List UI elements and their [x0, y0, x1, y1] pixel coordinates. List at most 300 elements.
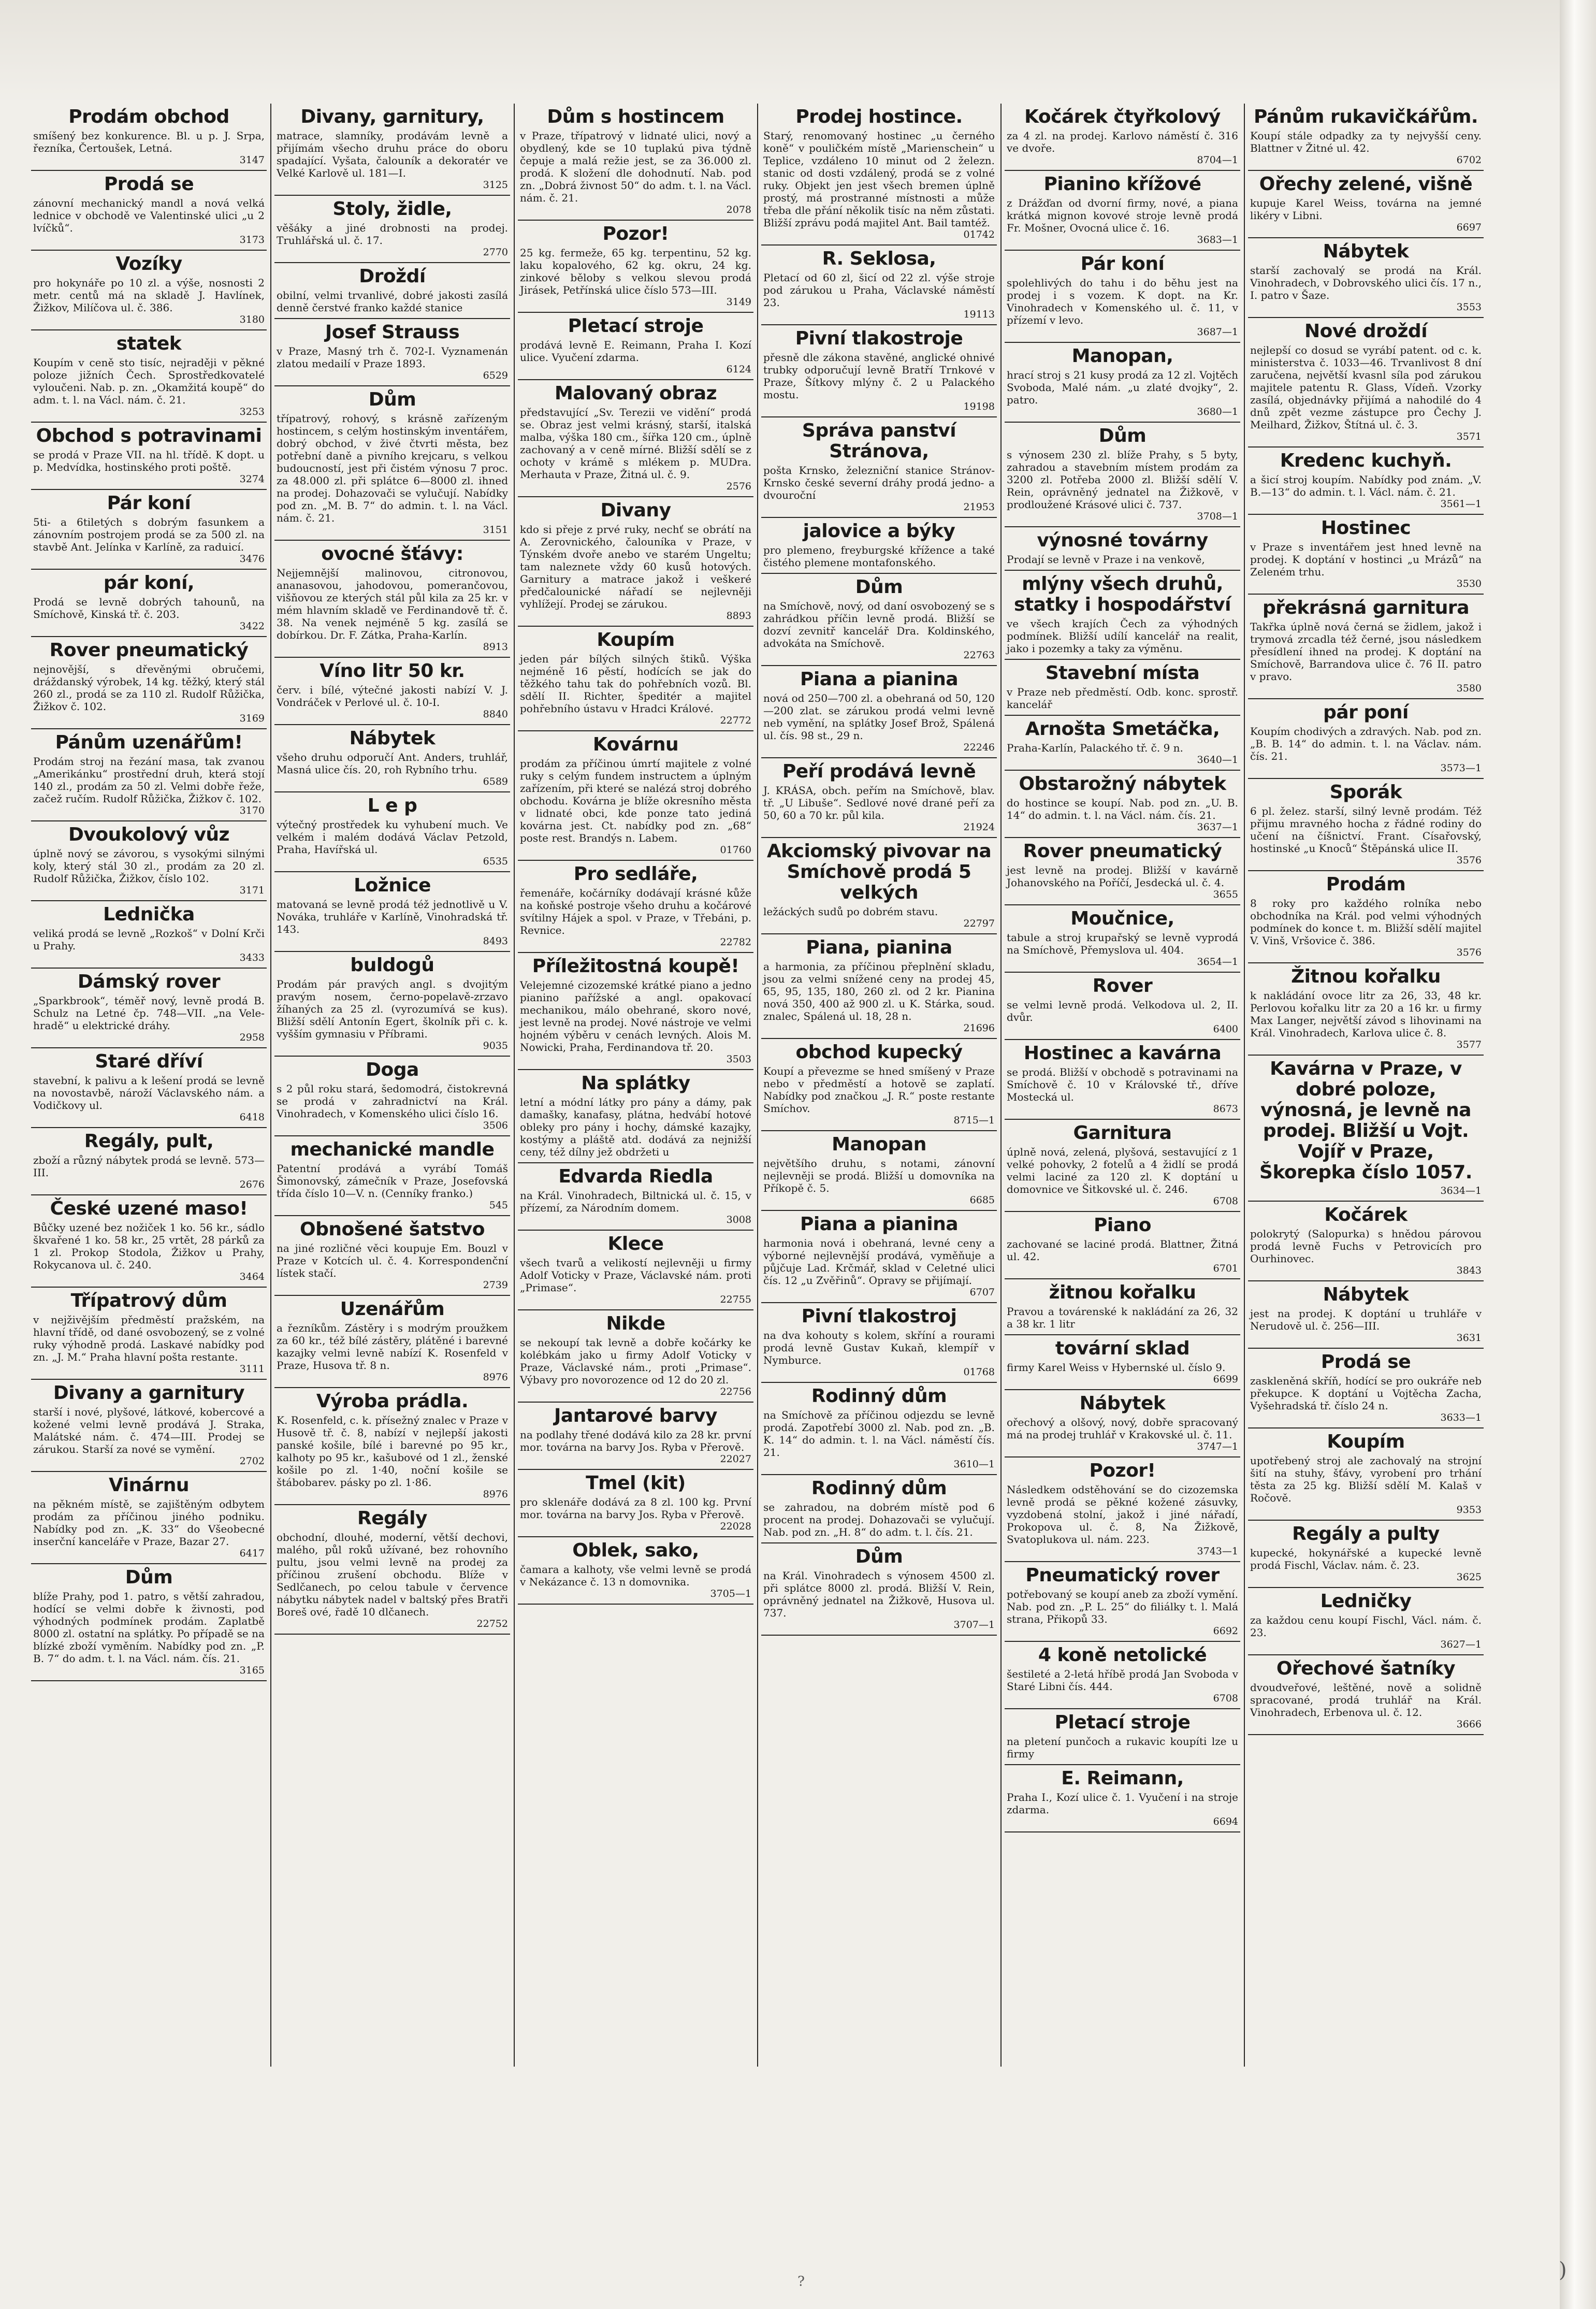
ad-code: 3577 [1456, 1039, 1482, 1050]
classified-ad [31, 901, 267, 969]
ad-text: všeho druhu odporučí Ant. Anders, truhlář, Masná ulice čís. 20, roh Rybního trhu. [277, 751, 508, 776]
ad-title: Rodinný dům [811, 1478, 947, 1499]
ad-title: L e p [367, 795, 417, 816]
classified-ad [1005, 104, 1240, 171]
ad-title: Pánům uzenářům! [55, 732, 243, 753]
ad-code: 2770 [483, 247, 508, 258]
ad-title: Obnošené šatstvo [300, 1219, 485, 1240]
classified-ad [761, 1383, 997, 1475]
ad-title: Regály [357, 1508, 427, 1529]
ad-text: 8 roky pro každého rolníka nebo obchodníka na Král. pod velmi výhodných podmínek do konce t. m. Bližší sdělí majitel V. Vinš, Vršovice č. 386. [1250, 897, 1482, 947]
ad-title: Kredenc kuchyň. [1280, 450, 1452, 471]
classified-ad [761, 325, 997, 417]
classified-ad [1005, 527, 1240, 571]
ad-title: Obstarožný nábytek [1019, 773, 1226, 795]
classified-ad [31, 1195, 267, 1288]
ad-title: 4 koně netolické [1038, 1644, 1207, 1666]
ad-text: harmonia nová i obehraná, levné ceny a výborné nejlevnější prodává, vyměňuje a půjčuje Lad. Krčmář, sklad v Celetné ulici čís. 12 „u Zvěřinů“. Opravy se přijímají. [763, 1237, 995, 1287]
ad-text: ležáckých sudů po dobrém stavu. [763, 905, 938, 918]
classified-ad [761, 1475, 997, 1543]
classified-ad [1005, 1765, 1240, 1832]
ad-code: 22756 [720, 1386, 751, 1397]
column-rule [270, 104, 271, 2067]
ad-text: blíže Prahy, pod 1. patro, s větší zahradou, hodící se velmi dobře k živnosti, pod výhodných podmínek prodám. Zaplatbě 8000 zl. ostatní na splátky. Po případě se na blízké zboží vyměním. Nabídky pod zn. „P. B. 7“ do adm. t. l. na Václ. nám. čís. 21. [33, 1590, 265, 1665]
ad-title: Klece [607, 1233, 664, 1254]
ad-text: v Praze, třípatrový v lidnaté ulici, nový a obydlený, kde se 10 tuplakú piva týdně čepuje a malá režie jest, se za 36.000 zl. prodá. K složení dle dohodnutí. Nab. pod zn. „Dobrá živnost 50“ do adm. t. l. na Václ. nám. č. 21. [520, 129, 751, 204]
ad-title: Hostinec a kavárna [1023, 1043, 1222, 1064]
ad-title: Dámský rover [77, 971, 221, 992]
ad-text: třípatrový, rohový, s krásně zařízeným hostincem, s celým hostinským inventářem, dobrý obchod, v živé čtvrti města, bez potřební daně a pivního krejcaru, s velkou budoucností, jest při čistém výnosu 7 proc. za 48.000 zl. při splátce 6—8000 zl. ihned na prodej. Dohazovači se vylučují. Nabídky pod zn. „M. B. 7“ do admin. t. l. na Václ. nám. č. 21. [277, 412, 508, 524]
classified-ad [1005, 171, 1240, 251]
ad-text: hrací stroj s 21 kusy prodá za 12 zl. Vojtěch Svoboda, Malé nám. „u zlaté dvojky“, 2. patro. [1007, 369, 1238, 406]
classified-ad [274, 1057, 510, 1136]
ad-title: Třípatrový dům [70, 1290, 227, 1311]
ad-code: 8673 [1213, 1103, 1238, 1115]
classified-ad [274, 319, 510, 386]
classified-ad [274, 541, 510, 658]
classified-ad [1005, 1212, 1240, 1279]
ad-text: jeden pár bílých silných štiků. Výška nejméně 16 pěstí, hodících se jak do těžkého tahu tak do pohřebních vozů. Bl. sdělí II. Richter, špeditér a majitel pohřebního ústavu v Hradci Králové. [520, 653, 751, 715]
ad-title: Kočárek [1324, 1204, 1408, 1225]
ad-text: 25 kg. fermeže, 65 kg. terpentinu, 52 kg. laku kopalového, 62 kg. okru, 24 kg. zinkové běloby s velkou slevou prodá Jirásek, Petřínská ulice číslo 573—III. [520, 247, 751, 296]
ad-title: Dům [125, 1567, 173, 1588]
ad-text: na pletení punčoch a rukavic koupíti lze u firmy [1007, 1735, 1238, 1760]
ad-text: upotřebený stroj ale zachovalý na strojní šití na stuhy, šťávy, vyrobení pro trhání těsta za 25 kg. Bližší sdělí M. Kalaš v Ročově. [1250, 1454, 1482, 1504]
ad-text: K. Rosenfeld, c. k. přísežný znalec v Praze v Husově tř. č. 8, nabízí v nejlepší jakosti panské košile, bílé i barevné po 95 kr., kalhoty po 95 kr., kašubové od 1 zl., ženské košile po zl. 1·40, noční košile se štábobarev. pásky po zl. 1·86. [277, 1414, 508, 1489]
ad-code: 3422 [239, 620, 265, 632]
ad-code: 3743—1 [1197, 1546, 1238, 1557]
ad-title: Víno litr 50 kr. [320, 660, 465, 682]
ad-title: Manopan [832, 1134, 926, 1155]
ad-text: úplně nový se závorou, s vysokými silnými koly, který stál 30 zl., prodám za 20 zl. Rudolf Růžička, Žižkov, číslo 102. [33, 847, 265, 885]
ad-code: 2739 [483, 1279, 508, 1291]
ad-title: Prodá se [1321, 1351, 1411, 1373]
ad-code: 6418 [239, 1112, 265, 1123]
classified-ad [1248, 1588, 1484, 1655]
classified-ad [518, 313, 753, 380]
ad-text: nejnovější, s dřevěnými obručemi, dráždanský výrobek, 14 kg. těžký, který stál 260 zl., prodá se za 110 zl. Rudolf Růžička, Žižkov č. 102. [33, 663, 265, 713]
ad-text: čamara a kalhoty, vše velmi levně se prodá v Nekázance č. 13 n domovnika. [520, 1563, 751, 1588]
ad-code: 6589 [483, 776, 508, 787]
ad-title: Nábytek [1323, 1284, 1409, 1305]
ad-text: pro plemeno, freyburgské křížence a také čistého plemene montafonského. [763, 544, 995, 569]
classified-ad [31, 1128, 267, 1195]
ad-code: 3625 [1456, 1571, 1482, 1583]
ad-code: 2078 [726, 204, 751, 215]
classified-ad [1005, 1120, 1240, 1212]
ad-code: 3165 [239, 1665, 265, 1676]
column-rule [757, 104, 758, 2067]
classified-ad [518, 1163, 753, 1231]
ad-code: 6417 [239, 1548, 265, 1559]
ad-title: Žitnou kořalku [1291, 966, 1441, 987]
ad-text: v Praze neb předměstí. Odb. konc. sprostř. kancelář [1007, 686, 1238, 711]
ad-code: 3476 [239, 553, 265, 565]
ad-title: Josef Strauss [325, 322, 460, 343]
column-6 [1248, 104, 1484, 2067]
ad-text: matovaná se levně prodá též jednotlivě u V. Nováka, truhláře v Karlíně, Vinohradská tř. 143. [277, 898, 508, 935]
classified-ad [31, 821, 267, 901]
classified-ad [1248, 171, 1484, 238]
ad-text: kupecké, hokynářské a kupecké levně prodá Fischl, Václav. nám. č. 23. [1250, 1547, 1482, 1571]
ad-text: Praha I., Kozí ulice č. 1. Vyučení i na stroje zdarma. [1007, 1791, 1238, 1816]
classified-ad [518, 731, 753, 861]
ad-title: Peří prodává levně [782, 761, 976, 782]
ad-text: na dva kohouty s kolem, skříní a rourami prodá levně Gustav Kukaň, klempíř v Nymburce. [763, 1329, 995, 1366]
ad-title: České uzené maso! [50, 1198, 248, 1219]
ad-code: 3274 [239, 473, 265, 485]
ad-text: zánovní mechanický mandl a nová velká lednice v obchodě ve Valentinské ulici „u 2 lvíčků“. [33, 197, 265, 234]
ad-code: 2702 [239, 1455, 265, 1467]
ad-code: 19198 [963, 401, 995, 412]
page-top-shade [0, 0, 1560, 104]
ad-text: stavební, k palivu a k lešení prodá se levně na novostavbě, nároží Václavského nám. a Vodičkovy ul. [33, 1074, 265, 1112]
classified-ad [761, 574, 997, 666]
ad-text: Následkem odstěhování se do cizozemska levně prodá se pěkné kožené zásuvky, vyzdobená stolní, jakož i jiné nářadí, Prokopova ul. č. 8, Na Žižkově, Svatoplukova ul. nám. 223. [1007, 1483, 1238, 1546]
ad-text: firmy Karel Weiss v Hybernské ul. číslo 9. [1007, 1361, 1226, 1374]
ad-title: Pivní tlakostroj [801, 1306, 957, 1327]
ad-title: mechanické mandle [290, 1139, 495, 1160]
ad-title: Sporák [1329, 782, 1402, 803]
classified-ad [1005, 716, 1240, 771]
classified-ad [31, 1288, 267, 1380]
ad-code: 3553 [1456, 301, 1482, 313]
column-1 [31, 104, 267, 2067]
ad-code: 8840 [483, 709, 508, 720]
classified-ad [518, 627, 753, 731]
ad-text: v Praze, Masný trh č. 702-I. Vyznamenán zlatou medailí v Praze 1893. [277, 345, 508, 370]
classified-ad [518, 1070, 753, 1163]
ad-text: zboží a různý nábytek prodá se levně. 573—III. [33, 1154, 265, 1179]
ad-text: Patentní prodává a vyrábí Tomáš Šimonovský, zámečník v Praze, Josefovská třída číslo 10—V. n. (Cenníky franko.) [277, 1162, 508, 1200]
ad-title: Výroba prádla. [316, 1391, 469, 1412]
ad-code: 6685 [969, 1194, 995, 1206]
classified-ad [1005, 1040, 1240, 1120]
ad-code: 6535 [483, 856, 508, 867]
ad-text: „Sparkbrook“, téměř nový, levně prodá B. Schulz na Letné čp. 748—VII. „na Vele-hradě“ u elektrické dráhy. [33, 994, 265, 1032]
classified-ad [1248, 448, 1484, 515]
ad-title: Pár koní [107, 493, 191, 514]
ad-title: buldogů [350, 955, 434, 976]
ad-text: a řezníkům. Zástěry i s modrým proužkem za 60 kr., též bílé zástěry, plátěné i barevné kazajky velmi levně nabízí K. Rosenfeld v Praze, Husova tř. 8 n. [277, 1322, 508, 1372]
classified-ad [1248, 1428, 1484, 1521]
ad-title: Rover pneumatický [49, 640, 249, 661]
ad-title: Nábytek [349, 728, 436, 749]
classified-ad [1005, 571, 1240, 660]
classified-ad [1248, 1349, 1484, 1428]
ad-text: smíšený bez konkurence. Bl. u p. J. Srpa, řezníka, Čertoušek, Letná. [33, 129, 265, 154]
ad-code: 3707—1 [953, 1619, 995, 1630]
classified-ad [761, 417, 997, 518]
classified-ad [1005, 251, 1240, 343]
ad-title: Kočárek čtyřkolový [1024, 106, 1221, 127]
classified-ad [1005, 838, 1240, 905]
ad-text: jest na prodej. K doptání u truhláře v Nerudově ul. č. 256—III. [1250, 1307, 1482, 1332]
classified-ad [518, 1470, 753, 1537]
ad-title: Rover [1092, 975, 1153, 997]
ad-title: Pletací stroje [568, 315, 704, 337]
classified-ad [31, 1380, 267, 1472]
ad-code: 8976 [483, 1489, 508, 1500]
ad-text: nejlepší co dosud se vyrábí patent. od c. k. ministerstva č. 1033—46. Trvanlivost 8 dní zaručena, největší kvasnl síla pod zárukou majitele patentu R. Glass, Vídeň. Vzorky zasílá, objednávky přijímá a nahodilé do 4 dnů zpět vezme zástupce pro Čechy J. Meilhard, Žižkov, Štítná ul. č. 3. [1250, 344, 1482, 431]
ad-text: do hostince se koupí. Nab. pod zn. „U. B. 14“ do admin. t. l. na Václ. nám. čís. 21. [1007, 797, 1238, 821]
ad-code: 6708 [1213, 1693, 1238, 1704]
classified-ad [274, 196, 510, 263]
ad-title: Divany a garnitury [53, 1382, 245, 1404]
classified-ad [1005, 1562, 1240, 1642]
ad-text: Koupí a převezme se hned smíšený v Praze nebo v předměstí a hotově se zaplatí. Nabídky pod značkou „J. R.“ poste restante Smíchov. [763, 1065, 995, 1115]
ad-title: tovární sklad [1055, 1338, 1190, 1359]
ad-title: Dvoukolový vůz [68, 824, 229, 845]
classified-ad [1248, 871, 1484, 963]
ad-title: Příležitostná koupě! [532, 956, 739, 977]
ad-title: Stoly, židle, [332, 198, 452, 220]
ad-text: obilní, velmi trvanlivé, dobré jakosti zasílá denně čerstvé franko každé stanice [277, 289, 508, 314]
ad-text: kdo si přeje z prvé ruky, nechť se obrátí na A. Zerovnického, čalouníka v Praze, v Týnském dvoře anebo ve starém Ungeltu; tam naleznete vždy 60 kusů hotových. Garnitury a matrace jakož i veškeré předčalounické nářadí se nejlevněji vyhlížejí. Prodej se zárukou. [520, 523, 751, 610]
ad-title: Pár koní [1080, 253, 1165, 275]
ad-title: Lednička [103, 904, 195, 925]
ad-text: s 2 půl roku stará, šedomodrá, čistokrevná se prodá v zahradnictví na Král. Vinohradech, v Komenského ulici číslo 16. [277, 1083, 508, 1120]
ad-code: 22772 [720, 715, 751, 726]
ad-title: Manopan, [1071, 345, 1173, 367]
column-5 [1005, 104, 1240, 2067]
ad-text: na Smíchově, nový, od daní osvobozený se s zahrádkou příčin levně prodá. Bližší se dozví zevnitř kancelář Dra. Koldinského, advokáta na Smíchově. [763, 600, 995, 650]
ad-code: 3171 [239, 885, 265, 896]
classified-ad [761, 518, 997, 574]
ad-code: 3634—1 [1440, 1185, 1482, 1196]
ad-text: na Král. Vinohradech s výnosem 4500 zl. při splátce 8000 zl. prodá. Bližší V. Rein, oprávněný jednatel na Žižkově, Husova ul. 737. [763, 1569, 995, 1619]
ad-title: pár poní [1323, 702, 1409, 723]
ad-title: Pozor! [1089, 1460, 1156, 1481]
ad-title: jalovice a býky [803, 521, 955, 542]
classified-ad [31, 969, 267, 1048]
ad-title: Prodám [1326, 874, 1406, 895]
classified-ad [1248, 699, 1484, 779]
classified-ad [518, 1231, 753, 1310]
ad-code: 22797 [963, 918, 995, 929]
ad-text: prodám za příčinou úmrtí majitele z volné ruky s celým fundem instructem a úplným zařízením, při které se nalézá stroj dobrého obchodu. Kovárna je blíže okresního města v lidnaté obci, kde ponze tato jediná kovárna jest. Ct. nabídky pod zn. „68“ poste rest. Brandýs n. Labem. [520, 757, 751, 844]
classified-ad [518, 104, 753, 221]
ad-text: Prodá se levně dobrých tahounů, na Smíchově, Kinská tř. č. 203. [33, 596, 265, 620]
classified-ad [1248, 963, 1484, 1056]
classified-ads-page [31, 104, 1481, 2067]
classified-ad [274, 1388, 510, 1505]
classified-ad [1248, 238, 1484, 318]
ad-code: 6701 [1213, 1263, 1238, 1274]
ad-text: Praha-Karlín, Palackého tř. č. 9 n. [1007, 742, 1183, 754]
ad-text: zaskleněná skříň, hodící se pro oukráře neb překupce. K doptání u Vojtěcha Zacha, Vyšehradská tř. číslo 24 n. [1250, 1375, 1482, 1412]
classified-ad [1005, 1335, 1240, 1390]
ad-title: žitnou kořalku [1049, 1282, 1196, 1303]
ad-title: Prodá se [104, 174, 194, 195]
classified-ad [761, 666, 997, 758]
classified-ad [1248, 595, 1484, 699]
ad-title: Regály a pulty [1292, 1523, 1440, 1545]
ad-code: 22752 [476, 1618, 508, 1629]
ad-code: 545 [489, 1200, 508, 1211]
classified-ad [518, 1537, 753, 1605]
ad-text: za 4 zl. na prodej. Karlovo náměstí č. 316 ve dvoře. [1007, 129, 1238, 154]
ad-text: v Praze s inventářem jest hned levně na prodej. K doptání v hostinci „u Mrázů“ na Zeleném trhu. [1250, 541, 1482, 578]
ad-text: přesně dle zákona stavěné, anglické ohnivé trubky odporučují levně Bratří Trnkové v Praze, Šítkovy mlýny č. 2 u Palackého mostu. [763, 351, 995, 401]
ad-text: Koupím chodivých a zdravých. Nab. pod zn. „B. B. 14“ do admin. t. l. na Václav. nám. čís. 21. [1250, 725, 1482, 762]
ad-title: Pletací stroje [1054, 1712, 1191, 1733]
classified-ad [761, 246, 997, 325]
ad-text: na pěkném místě, se zajištěným odbytem prodám za příčinou jiného podniku. Nabídky pod zn. „K. 33“ do Všeobecné inserční kanceláře v Praze, Bazar 27. [33, 1498, 265, 1548]
ad-code: 3640—1 [1197, 754, 1238, 766]
ad-title: Dům [855, 576, 903, 598]
classified-ad [1005, 1279, 1240, 1335]
classified-ad [274, 792, 510, 872]
classified-ad [1005, 1709, 1240, 1765]
ad-title: Moučnice, [1070, 908, 1174, 929]
ad-title: Akciomský pivovar na Smíchově prodá 5 velkých [766, 841, 992, 903]
ad-text: potřebovaný se koupí aneb za zboží vymění. Nab. pod zn. „P. L. 25“ do filiálky t. l. Malá strana, Přikopů 33. [1007, 1588, 1238, 1625]
ad-text: se nekoupí tak levně a dobře kočárky ke kolébkám jako u firmy Adolf Voticky v Praze, Václavské nám., proti „Primase“. Výbavy pro novorozence od 12 do 20 zl. [520, 1336, 751, 1386]
classified-ad [518, 1403, 753, 1470]
ad-title: obchod kupecký [795, 1042, 963, 1063]
ad-text: starší zachovalý se prodá na Král. Vinohradech, v Dobrovského ulici čís. 17 n., I. patro v Šaze. [1250, 264, 1482, 301]
ad-text: kupuje Karel Weiss, továrna na jemné likéry v Libni. [1250, 197, 1482, 222]
column-4 [761, 104, 997, 2067]
ad-text: k nakládání ovoce litr za 26, 33, 48 kr. Perlovou kořalku litr za 20 a 16 kr. u firmy Max Langer, největší závod s lihovinami na Král. Vinohradech, Karlova ulice č. 8. [1250, 989, 1482, 1039]
ad-code: 2958 [239, 1032, 265, 1043]
ad-title: Ledničky [1320, 1591, 1412, 1612]
ad-title: Prodám obchod [68, 106, 229, 127]
ad-title: Dům [855, 1546, 903, 1567]
classified-ad [31, 1564, 267, 1681]
ad-text: nová od 250—700 zl. a obehraná od 50, 120—200 zlat. se zárukou prodá velmi levně neb vymění, na splátky Josef Brož, Spálená ul. čís. 98 st., 29 n. [763, 692, 995, 742]
ad-code: 01742 [963, 229, 995, 240]
ad-code: 01768 [963, 1366, 995, 1378]
classified-ad [1005, 423, 1240, 527]
classified-ad [1248, 1202, 1484, 1281]
ad-code: 3149 [726, 296, 751, 308]
ad-code: 6702 [1456, 154, 1482, 166]
classified-ad [31, 423, 267, 490]
classified-ad [274, 386, 510, 541]
ad-code: 3680—1 [1197, 406, 1238, 417]
ad-title: Vozíky [115, 253, 182, 275]
ad-title: Kavárna v Praze, v dobré poloze, výnosná, je levně na prodej. Bližší u Vojt. Vojíř v Praze, Škorepka číslo 1057. [1259, 1058, 1472, 1183]
classified-ad [1005, 771, 1240, 838]
ad-code: 8715—1 [953, 1115, 995, 1126]
ad-text: pro sklenáře dodává za 8 zl. 100 kg. První mor. továrna na barvy Jos. Ryba v Přerově. [520, 1496, 751, 1521]
ad-code: 3503 [726, 1054, 751, 1065]
ad-title: Vinárnu [108, 1475, 189, 1496]
ad-title: Kovárnu [592, 734, 679, 755]
ad-code: 3627—1 [1440, 1639, 1482, 1650]
ad-code: 3655 [1213, 889, 1238, 900]
classified-ad [518, 1310, 753, 1403]
ad-code: 3708—1 [1197, 511, 1238, 522]
classified-ad [274, 1136, 510, 1216]
ad-text: prodává levně E. Reimann, Praha I. Kozí ulice. Vyučení zdarma. [520, 339, 751, 364]
ad-title: Dům [1098, 425, 1147, 446]
classified-ad [274, 1505, 510, 1635]
ad-code: 9353 [1456, 1504, 1482, 1516]
ad-text: výtečný prostředek ku vyhubení much. Ve velkém i malém dodává Václav Petzold, Praha, Havířská ul. [277, 818, 508, 856]
ad-code: 3530 [1456, 578, 1482, 589]
ad-code: 3008 [726, 1214, 751, 1225]
ad-title: Ložnice [354, 875, 431, 896]
classified-ad [761, 838, 997, 934]
ad-text: za každou cenu koupí Fischl, Václ. nám. č. 23. [1250, 1614, 1482, 1639]
ad-code: 3683—1 [1197, 234, 1238, 246]
ad-title: Staré dříví [95, 1051, 203, 1072]
ad-code: 3180 [239, 314, 265, 325]
ad-code: 9035 [483, 1040, 508, 1051]
ad-code: 6708 [1213, 1195, 1238, 1207]
ad-text: 6 pl. želez. starší, silný levně prodám. Též přijmu mravného hocha z řádné rodiny do učení na číšnictví. Frant. Císařovský, hostinské „u Knoců“ Štěpánská ulice II. [1250, 805, 1482, 855]
ad-text: matrace, slamníky, prodávám levně a přijímám všecho druhu práce do oboru spadající. Vyšata, čalouník a dekoratér ve Velké Karlově ul. 181—I. [277, 129, 508, 179]
ad-code: 8893 [726, 610, 751, 622]
ad-text: všech tvarů a velikostí nejlevněji u firmy Adolf Voticky v Praze, Václavské nám. proti „Primase“. [520, 1257, 751, 1294]
ad-title: R. Seklosa, [822, 248, 936, 269]
classified-ad [761, 1211, 997, 1303]
ad-text: věšáky a jiné drobnosti na prodej. Truhlářská ul. č. 17. [277, 222, 508, 247]
ad-text: Pletací od 60 zl, šicí od 22 zl. výše stroje pod zárukou u Praha, Václavské náměstí 23. [763, 271, 995, 309]
ad-text: červ. i bílé, výtečné jakosti nabízí V. J. Vondráček v Perlové ul. č. 10-I. [277, 684, 508, 709]
ad-text: s výnosem 230 zl. blíže Prahy, s 5 byty, zahradou a stavebním místem prodám za 3200 zl. Potřeba 2000 zl. Bližší sdělí V. Rein, oprávněný jednatel na Žižkově, v prodloužené Krásové ulici č. 737. [1007, 449, 1238, 511]
ad-text: na podlahy třené dodává kilo za 28 kr. první mor. továrna na barvy Jos. Ryba v Přerově. [520, 1428, 751, 1453]
classified-ad [1248, 318, 1484, 448]
column-2 [274, 104, 510, 2067]
ad-title: Správa panství Stránova, [802, 420, 956, 462]
classified-ad [518, 861, 753, 953]
classified-ad [761, 1303, 997, 1383]
classified-ad [274, 725, 510, 792]
ad-title: statek [116, 333, 182, 354]
ad-code: 6400 [1213, 1023, 1238, 1035]
classified-ad [761, 1543, 997, 1636]
ad-title: Divany, garnitury, [300, 106, 484, 127]
classified-ad [1005, 905, 1240, 973]
ad-title: Regály, pult, [84, 1131, 214, 1152]
ad-code: 01760 [720, 844, 751, 856]
classified-ad [518, 497, 753, 627]
ad-code: 3151 [483, 524, 508, 536]
ad-title: Koupím [1327, 1431, 1405, 1452]
ad-text: pošta Krnsko, železniční stanice Stránov-Krnsko české severní dráhy prodá jedno- a dvouroční [763, 464, 995, 501]
classified-ad [274, 872, 510, 952]
ad-code: 3666 [1456, 1719, 1482, 1730]
classified-ad [1005, 1390, 1240, 1457]
ad-code: 3147 [239, 154, 265, 166]
ad-title: Piana a pianina [800, 1214, 959, 1235]
ad-text: starší i nové, plyšové, látkové, kobercové a kožené velmi levně prodává J. Straka, Malátské nám. č. 474—III. Prodej se zárukou. Starší za nové se vymění. [33, 1406, 265, 1455]
ad-title: Pneumatický rover [1025, 1565, 1220, 1586]
ad-code: 21953 [963, 501, 995, 513]
ad-text: tabule a stroj krupařský se levně vyprodá na Smíchově, Přemyslova ul. 404. [1007, 931, 1238, 956]
ad-code: 6699 [1213, 1374, 1238, 1385]
classified-ad [274, 104, 510, 196]
ad-title: Edvarda Riedla [558, 1166, 713, 1187]
classified-ad [31, 171, 267, 251]
classified-ad [274, 1296, 510, 1388]
classified-ad [31, 1048, 267, 1128]
ad-code: 3705—1 [710, 1588, 751, 1599]
ad-title: výnosné továrny [1037, 530, 1208, 551]
ad-code: 8704—1 [1197, 154, 1238, 166]
classified-ad [274, 263, 510, 319]
classified-ad [1005, 343, 1240, 423]
ad-title: Piana, pianina [806, 937, 952, 958]
ad-text: v nejživějším předměstí pražském, na hlavní třídě, od dané osvobozený, se z volné ruky výhodně prodá. Laskavé nabídky pod zn. „J. M.“ Praha hlavní pošta restante. [33, 1314, 265, 1363]
ad-text: na Král. Vinohradech, Biltnická ul. č. 15, v přízemí, za Národním domem. [520, 1189, 751, 1214]
ad-title: Ořechy zelené, višně [1259, 174, 1473, 195]
ad-text: J. KRÁSA, obch. peřím na Smíchově, blav. tř. „U Libuše“. Sedlové nové drané peří za 50, 60 a 70 kr. půl kila. [763, 784, 995, 821]
